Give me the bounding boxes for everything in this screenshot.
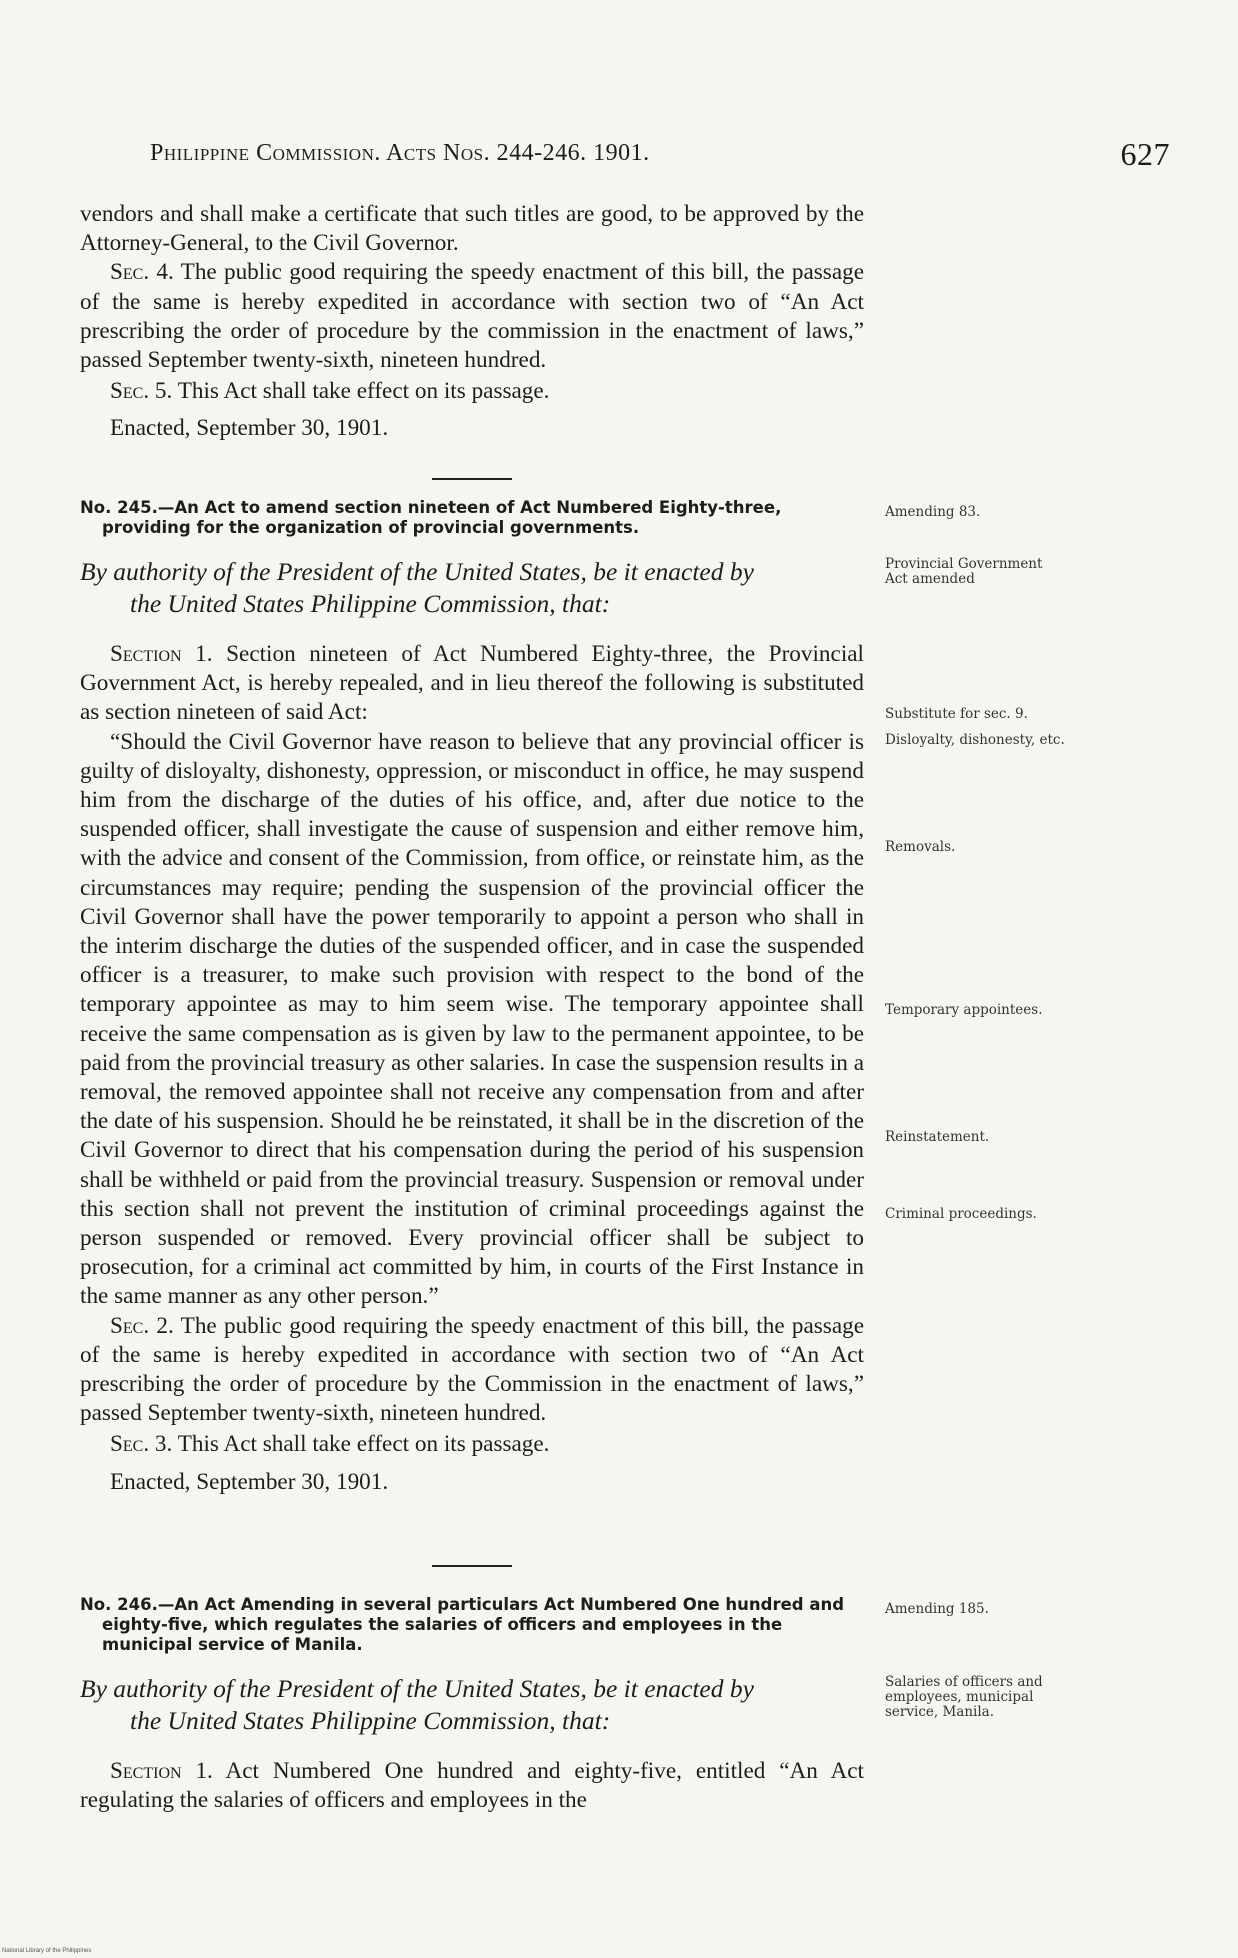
enacting-clause [80, 556, 864, 620]
section-text: The public good requiring the speedy enactment of this bill, the passage of the same is hereby expedited in accordance with section two of “An Act prescribing the order of procedure by the Commission in the enactment of laws,” passed September twenty-sixth, nineteen hundred. [80, 1312, 864, 1427]
enacting-line-2: the United States Philippine Commission, that: [130, 589, 611, 618]
quoted-section: “Should the Civil Governor have reason to believe that any provincial officer is guilty of disloyalty, dishonesty, oppression, or misconduct in office, he may suspend him from the discharge of the duties of his office, and, after due notice to the suspended officer, shall investigate the cause of suspension and either remove him, with the advice and consent of the Commission, from office, or reinstate him, as the circumstances may require; pending the suspension of the provincial officer the Civil Governor shall have the power temporarily to appoint a person who shall in the interim discharge the duties of the suspended officer, and in case the suspended officer is a treasurer, to make such provision with respect to the bond of the temporary appointee as may to him seem wise. The temporary appointee shall receive the same compensation as is given by law to the permanent appointee, to be paid from the provincial treasury as other salaries. In case the suspension results in a removal, the removed appointee shall not receive any compensation from and after the date of his suspension. Should he be reinstated, it shall be in the discretion of the Civil Governor to direct that his compensation during the period of his suspension shall be withheld or paid from the provincial treasury. Suspension or removal under this section shall not prevent the institution of criminal proceedings against the person suspended or removed. Every provincial officer shall be subject to prosecution, for a criminal act committed by him, in courts of the First Instance in the same manner as any other person.” [80, 728, 864, 1310]
section-label: Sec. 2. [110, 1312, 174, 1339]
margin-note: Temporary appointees. [885, 1002, 1043, 1018]
enacted-date: Enacted, September 30, 1901. [110, 1468, 389, 1495]
section-text: Section nineteen of Act Numbered Eighty-three, the Provincial Government Act, is hereby repealed, and in lieu thereof the following is substituted as section nineteen of said Act: [80, 641, 864, 726]
margin-note: Provincial Government Act amended [885, 556, 1043, 587]
section-1 [80, 1757, 864, 1815]
section-text: The public good requiring the speedy enactment of this bill, the passage of the same is hereby expedited in accordance with section two of “An Act prescribing the order of procedure by the commission in the enactment of laws,” passed September twenty-sixth, nineteen hundred. [80, 259, 864, 374]
section-label: Sec. 3. [110, 1431, 173, 1458]
section-4 [80, 258, 864, 375]
header-title: Philippine Commission. Acts Nos. 244-246. 1901. [150, 140, 650, 166]
margin-note: Amending 185. [885, 1601, 989, 1617]
section-label: Section 1. [110, 1758, 213, 1784]
margin-note: Substitute for sec. 9. [885, 706, 1028, 722]
section-text: Act Numbered One hundred and eighty-five, entitled “An Act regulating the salaries of officers and employees in the [80, 1758, 864, 1814]
act-heading: No. 246.—An Act Amending in several particulars Act Numbered One hundred and eighty-five, which regulates the salaries of officers and employees in the municipal service of Manila. [80, 1595, 845, 1654]
section-1 [80, 640, 864, 728]
separator [80, 478, 864, 480]
enacted-date: Enacted, September 30, 1901. [110, 415, 389, 442]
page-number: 627 [1120, 136, 1170, 172]
section-5 [80, 377, 864, 406]
margin-note: Salaries of officers and employees, municipal service, Manila. [885, 1674, 1043, 1720]
act-246 [80, 1595, 864, 1815]
section-text: This Act shall take effect on its passage. [177, 1431, 550, 1458]
act-244-tail [80, 200, 864, 444]
enacting-line-1: By authority of the President of the United States, be it enacted by [80, 557, 754, 586]
section-text: This Act shall take effect on its passage. [177, 378, 550, 405]
act-245 [80, 498, 864, 1497]
margin-note: Amending 83. [885, 504, 981, 520]
act-heading: No. 245.—An Act to amend section nineteen of Act Numbered Eighty-three, providing for the organization of provincial governments. [80, 498, 782, 537]
margin-note: Disloyalty, dishonesty, etc. [885, 732, 1065, 748]
section-label: Section 1. [110, 641, 213, 667]
section-2 [80, 1312, 864, 1429]
separator [80, 1565, 864, 1567]
enacting-line-2: the United States Philippine Commission, that: [130, 1706, 611, 1735]
footer-credit: National Library of the Philippines [2, 1948, 92, 1954]
section-3 [80, 1430, 864, 1459]
enacting-clause [80, 1673, 864, 1737]
section-label: Sec. 4. [110, 259, 174, 286]
section-label: Sec. 5. [110, 378, 173, 405]
paragraph: vendors and shall make a certificate that such titles are good, to be approved by the Attorney-General, to the Civil Governor. [80, 201, 864, 257]
margin-note: Removals. [885, 839, 956, 855]
enacting-line-1: By authority of the President of the United States, be it enacted by [80, 1674, 754, 1703]
running-header [150, 136, 1170, 172]
margin-note: Reinstatement. [885, 1129, 990, 1145]
margin-note: Criminal proceedings. [885, 1206, 1037, 1222]
